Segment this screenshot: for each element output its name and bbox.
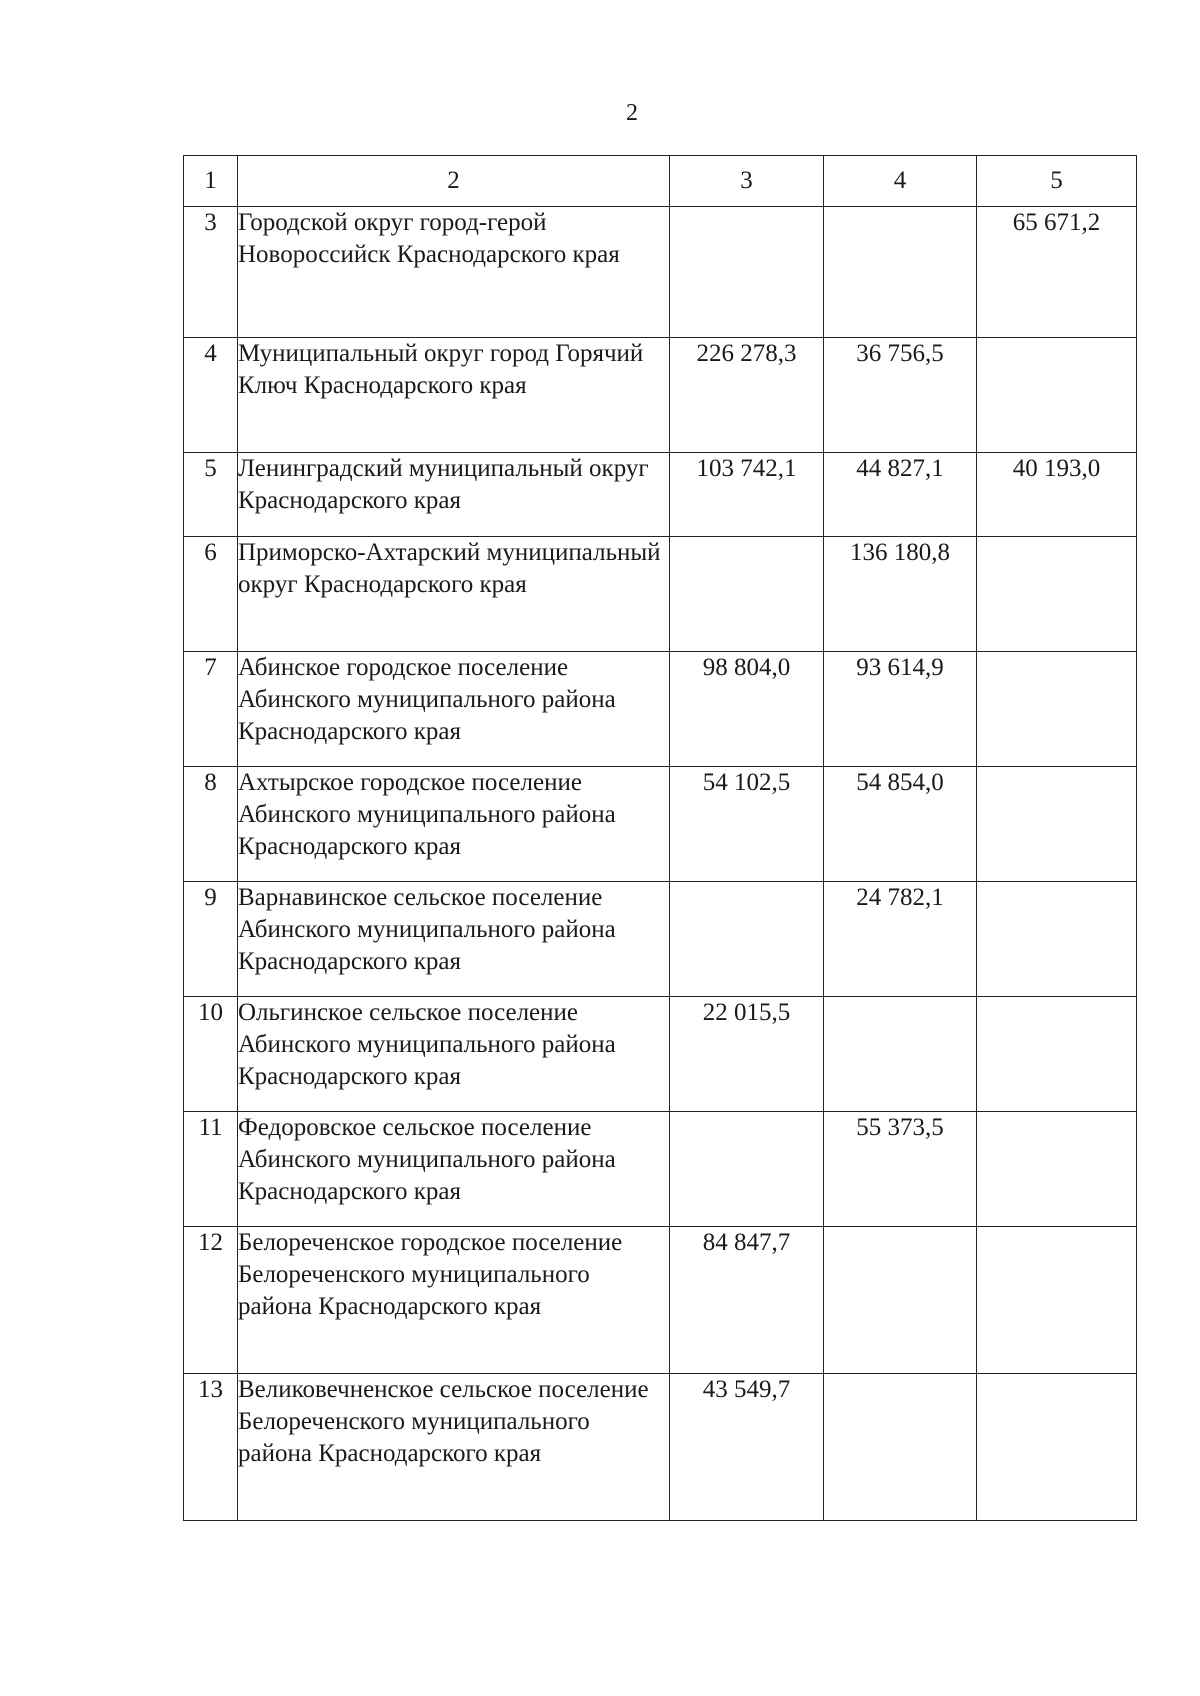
municipality-name: Ахтырское городское поселение Абинского муниципального района Краснодарского края [238,767,670,882]
row-number: 5 [184,453,238,537]
value-col-3 [670,1112,824,1227]
row-number: 7 [184,652,238,767]
row-number: 3 [184,207,238,338]
row-number: 13 [184,1374,238,1521]
value-col-4: 136 180,8 [824,537,977,652]
table-row [184,453,1137,537]
table-row [184,207,1137,338]
municipality-name: Приморско-Ахтарский муниципальный округ Краснодарского края [238,537,670,652]
row-number: 4 [184,338,238,453]
value-col-5 [977,997,1137,1112]
value-col-4 [824,207,977,338]
municipality-name: Городской округ город-герой Новороссийск Краснодарского края [238,207,670,338]
value-col-3 [670,882,824,997]
value-col-4 [824,1227,977,1374]
value-col-4: 55 373,5 [824,1112,977,1227]
value-col-3: 103 742,1 [670,453,824,537]
row-number: 6 [184,537,238,652]
value-col-5 [977,1227,1137,1374]
value-col-5 [977,1112,1137,1227]
value-col-3: 226 278,3 [670,338,824,453]
value-col-3 [670,537,824,652]
value-col-3 [670,207,824,338]
municipality-name: Федоровское сельское поселение Абинского муниципального района Краснодарского края [238,1112,670,1227]
table-row [184,767,1137,882]
value-col-5 [977,882,1137,997]
municipality-name: Белореченское городское поселение Белореченского муниципального района Краснодарского края [238,1227,670,1374]
table-row [184,1112,1137,1227]
table-row [184,1227,1137,1374]
value-col-5 [977,767,1137,882]
municipality-name: Абинское городское поселение Абинского муниципального района Краснодарского края [238,652,670,767]
value-col-5 [977,652,1137,767]
municipality-name: Ольгинское сельское поселение Абинского муниципального района Краснодарского края [238,997,670,1112]
page-number: 2 [626,100,638,126]
row-number: 12 [184,1227,238,1374]
table-row [184,882,1137,997]
row-number: 10 [184,997,238,1112]
table-header-row [184,156,1137,207]
value-col-4: 24 782,1 [824,882,977,997]
municipality-name: Ленинградский муниципальный округ Краснодарского края [238,453,670,537]
value-col-3: 22 015,5 [670,997,824,1112]
header-cell: 3 [670,156,824,207]
value-col-4: 36 756,5 [824,338,977,453]
municipality-name: Варнавинское сельское поселение Абинского муниципального района Краснодарского края [238,882,670,997]
header-cell: 2 [238,156,670,207]
value-col-4: 93 614,9 [824,652,977,767]
value-col-3: 84 847,7 [670,1227,824,1374]
value-col-4: 54 854,0 [824,767,977,882]
value-col-5 [977,1374,1137,1521]
table-row [184,997,1137,1112]
row-number: 8 [184,767,238,882]
value-col-5 [977,537,1137,652]
header-cell: 4 [824,156,977,207]
header-cell: 1 [184,156,238,207]
value-col-3: 43 549,7 [670,1374,824,1521]
table-row [184,1374,1137,1521]
value-col-3: 54 102,5 [670,767,824,882]
row-number: 11 [184,1112,238,1227]
value-col-4 [824,997,977,1112]
allocation-table [183,155,1137,1521]
header-cell: 5 [977,156,1137,207]
municipality-name: Муниципальный округ город Горячий Ключ Краснодарского края [238,338,670,453]
value-col-5: 40 193,0 [977,453,1137,537]
table-row [184,652,1137,767]
value-col-4: 44 827,1 [824,453,977,537]
municipality-name: Великовечненское сельское поселение Белореченского муниципального района Краснодарского края [238,1374,670,1521]
table-row [184,537,1137,652]
row-number: 9 [184,882,238,997]
table-row [184,338,1137,453]
value-col-5 [977,338,1137,453]
value-col-3: 98 804,0 [670,652,824,767]
value-col-4 [824,1374,977,1521]
value-col-5: 65 671,2 [977,207,1137,338]
